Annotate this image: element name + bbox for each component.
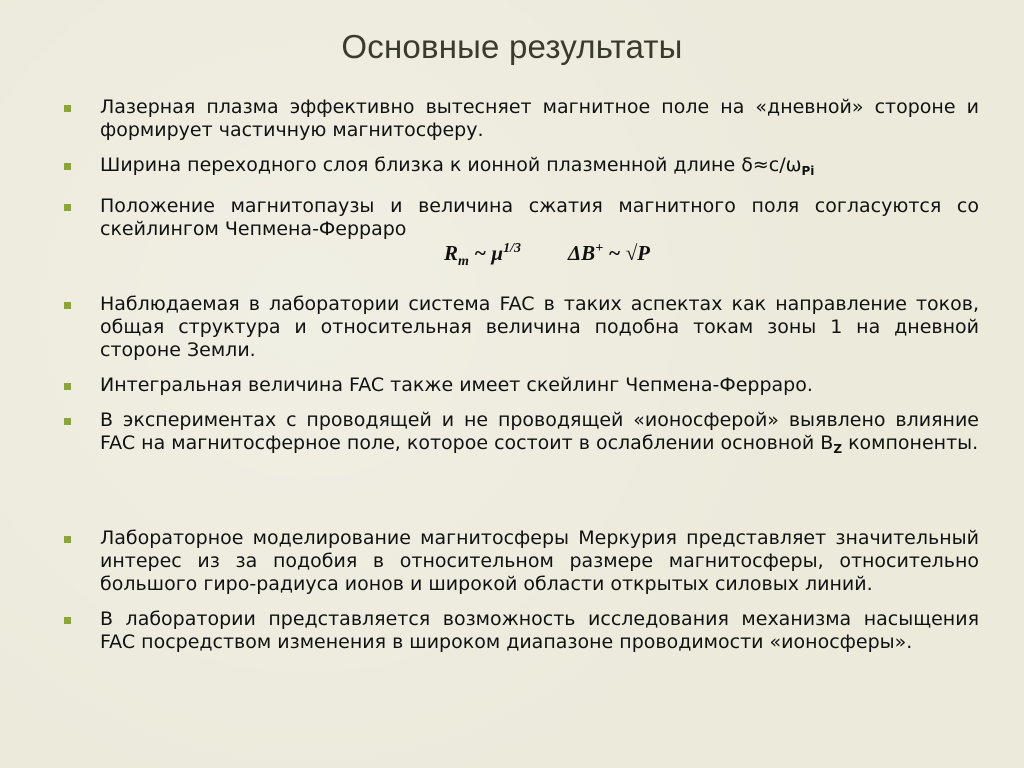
bullet-text: Лабораторное моделирование магнитосферы Меркурия представляет значительный интерес из за подобия в относительном размере магнитосферы, относительно большого гиро-радиуса ионов и широкой области открытых силовых линий. [100,527,979,595]
bullet-square-icon [64,163,71,170]
bullet-text-tail: компоненты. [842,432,979,454]
bullet-square-icon [64,536,71,543]
formula-relation: ~ μ [468,241,504,265]
formula-symbol: R [444,241,459,265]
bullet-text: Наблюдаемая в лаборатории система FAC в таких аспектах как направление токов, общая структура и относительная величина подобна токам зоны 1 на дневной стороне Земли. [100,293,979,361]
bullet-text: Ширина переходного слоя близка к ионной плазменной длине δ≈c/ω [100,154,802,176]
bullet-item [64,154,979,183]
formula-delta-b [568,237,650,265]
slide-title: Основные результаты [341,28,683,65]
formula-relation: ~ √P [603,241,650,265]
bullet-text: В лаборатории представляется возможность исследования механизма насыщения FAC посредством изменения в широком диапазоне проводимости «ионосферы». [100,608,979,653]
formula-superscript: + [595,241,604,256]
formula-rm [444,237,521,273]
bullet-text: В экспериментах с проводящей и не проводящей «ионосферой» выявлено влияние FAC на магнитосферное поле, которое состоит в ослаблении основной B [100,409,979,454]
formula-symbol: ΔB [568,241,596,265]
formula-superscript: 1/3 [503,241,521,256]
subscript: Pi [801,164,815,178]
bullet-item [64,608,979,654]
bullet-item [64,409,979,461]
bullet-text: Интегральная величина FAC также имеет скейлинг Чепмена-Ферраро. [100,374,813,396]
bullet-square-icon [64,105,71,112]
bullet-item [64,374,979,397]
bullet-square-icon [64,302,71,309]
spacer [64,473,979,527]
subscript: Z [833,442,843,456]
bullet-item [64,293,979,362]
scaling-formula [100,241,979,281]
bullet-square-icon [64,383,71,390]
bullet-text: Положение магнитопаузы и величина сжатия магнитного поля согласуются со скейлингом Чепмена-Ферраро [100,195,979,240]
formula-subscript: m [458,254,469,270]
bullet-square-icon [64,418,71,425]
bullet-item [64,195,979,281]
bullet-square-icon [64,204,71,211]
bullet-list [64,96,979,666]
bullet-item [64,527,979,596]
bullet-text-with-subscript [100,409,979,461]
bullet-square-icon [64,617,71,624]
bullet-text: Лазерная плазма эффективно вытесняет магнитное поле на «дневной» стороне и формирует частичную магнитосферу. [100,96,979,141]
bullet-text-with-subscript [100,154,979,183]
bullet-item [64,96,979,142]
